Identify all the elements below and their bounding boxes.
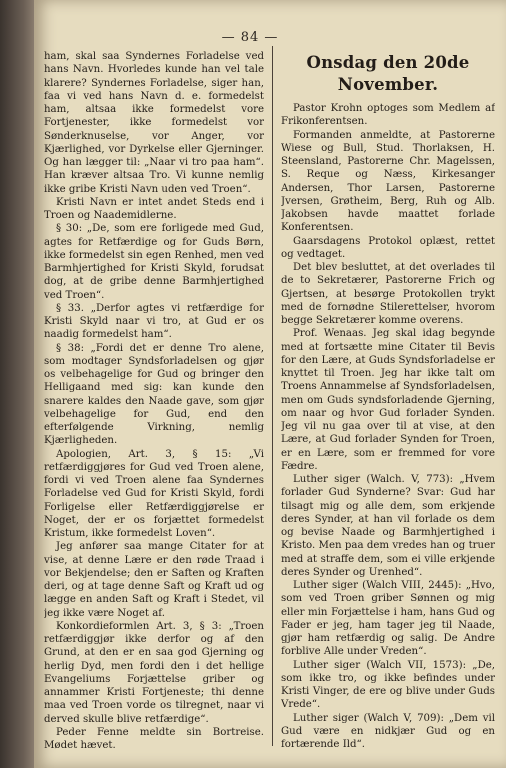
paragraph: Luther siger (Walch V, 709): „Dem vil Gud være en nidkjær Gud og en fortærende Ild“. bbox=[281, 712, 495, 750]
right-column bbox=[281, 50, 495, 750]
paragraph: Kristi Navn er intet andet Steds end i Troen og Naademidlerne. bbox=[44, 196, 264, 221]
paragraph: Konkordieformlen Art. 3, § 3: „Troen retfærdiggjør ikke derfor og af den Grund, at den er en saa god Gjerning og herlig Dyd, men fordi den i det hellige Evangeliums Forjættelse griber og annammer Kristi Fortjeneste; thi denne maa ved Troen vorde os tilregnet, naar vi derved skulle blive retfærdige“. bbox=[44, 620, 264, 725]
paragraph: Luther siger (Walch VIII, 2445): „Hvo, som ved Troen griber Sønnen og mig eller min Forjættelse i ham, hans Gud og Fader er jeg, ham tager jeg til Naade, gjør ham retfærdig og salig. De Andre forblive Alle under Vreden“. bbox=[281, 580, 495, 658]
paragraph: Luther siger (Walch VII, 1573): „De, som ikke tro, og ikke befindes under Kristi Vinger, de ere og blive under Guds Vrede“. bbox=[281, 659, 495, 711]
paragraph: Gaarsdagens Protokol oplæst, rettet og vedtaget. bbox=[281, 235, 495, 260]
paragraph: § 33. „Derfor agtes vi retfærdige for Kristi Skyld naar vi tro, at Gud er os naadig formedelst ham“. bbox=[44, 302, 264, 341]
page-number: — 84 — bbox=[221, 30, 279, 45]
paragraph: Peder Fenne meldte sin Bortreise. Mødet hævet. bbox=[44, 726, 264, 750]
paragraph: Luther siger (Walch. V, 773): „Hvem forlader Gud Synderne? Svar: Gud har tilsagt mig og alle dem, som erkjende deres Synder, at han vil forlade os dem og bevise Naade og Barmhjertighed i Kristo. Men paa dem vredes han og truer med at straffe dem, som ei ville erkjende deres Synder og Urenhed“. bbox=[281, 474, 495, 578]
paragraph: Jeg anfører saa mange Citater for at vise, at denne Lære er den røde Traad i vor Bekjendelse; den er Saften og Kraften deri, og at tage denne Saft og Kraft ud og lægge en anden Saft og Kraft i Stedet, vil jeg ikke være Noget af. bbox=[44, 541, 264, 619]
paragraph: Det blev besluttet, at det overlades til de to Sekretærer, Pastorerne Frich og Gjertsen, at besørge Protokollen trykt med de fornødne Stilerettelser, hvorom begge Sekretærer komme overens. bbox=[281, 262, 495, 326]
paragraph: § 30: „De, som ere forligede med Gud, agtes for Retfærdige og for Guds Børn, ikke formedelst sin egen Renhed, men ved Barmhjertighed for Kristi Skyld, forudsat dog, at de gribe denne Barmhjertighed ved Troen“. bbox=[44, 223, 265, 301]
section-heading: Onsdag den 20de November. bbox=[306, 53, 470, 94]
paragraph: Apologien, Art. 3, § 15: „Vi retfærdiggjøres for Gud ved Troen alene, fordi vi ved Troen alene faa Syndernes Forladelse ved Gud for Kristi Skyld, fordi Forligelse eller Retfærdiggjørelse er Noget, der er os forjættet formedelst Kristum, ikke formedelst Loven“. bbox=[44, 448, 264, 539]
book-binding bbox=[0, 0, 34, 768]
column-divider bbox=[272, 46, 273, 746]
paragraph: Formanden anmeldte, at Pastorerne Wiese og Bull, Stud. Thorlaksen, H. Steensland, Pastorerne Chr. Magelssen, S. Reque og Næss, Kirkesanger Andersen, Thor Larsen, Pastorerne Jversen, Grøtheim, Berg, Ruh og Alb. Jakobsen havde maattet forlade Konferentsen. bbox=[281, 129, 495, 234]
paragraph: Prof. Wenaas. Jeg skal idag begynde med at fortsætte mine Citater til Bevis for den Lære, at Guds Syndsforladelse er knyttet til Troen. Jeg har ikke talt om Troens Annammelse af Syndsforladelsen, men om Guds syndsforladende Gjerning, om naar og hvor Gud forlader Synden. Jeg vil nu gaa over til at vise, at den Lære, at Gud forlader Synden for Troen, er en Lære, som er fremmed for vore Fædre. bbox=[281, 328, 495, 472]
paragraph: ham, skal saa Syndernes Forladelse ved hans Navn. Hvorledes kunde han vel tale klarere? Syndernes Forladelse, siger han, faa vi ved hans Navn d. e. formedelst ham, altsaa ikke formedelst vore Fortjenester, ikke formedelst vor Sønderknuselse, vor Anger, vor Kjærlighed, vor Dyrkelse eller Gjerninger. Og han lægger til: „Naar vi tro paa ham“. Han kræver altsaa Tro. Vi kunne nemlig ikke gribe Kristi Navn uden ved Troen“. bbox=[44, 51, 264, 195]
paragraph: § 38: „Fordi det er denne Tro alene, som modtager Syndsforladelsen og gjør os velbehagelige for Gud og bringer den Helligaand med sig: kan kunde den snarere kaldes den Naade gave, som gjør velbehagelige for Gud, end den efterfølgende Virkning, nemlig Kjærligheden. bbox=[44, 342, 264, 447]
paragraph: Pastor Krohn optoges som Medlem af Frikonferentsen. bbox=[281, 103, 495, 128]
left-column bbox=[44, 50, 270, 750]
